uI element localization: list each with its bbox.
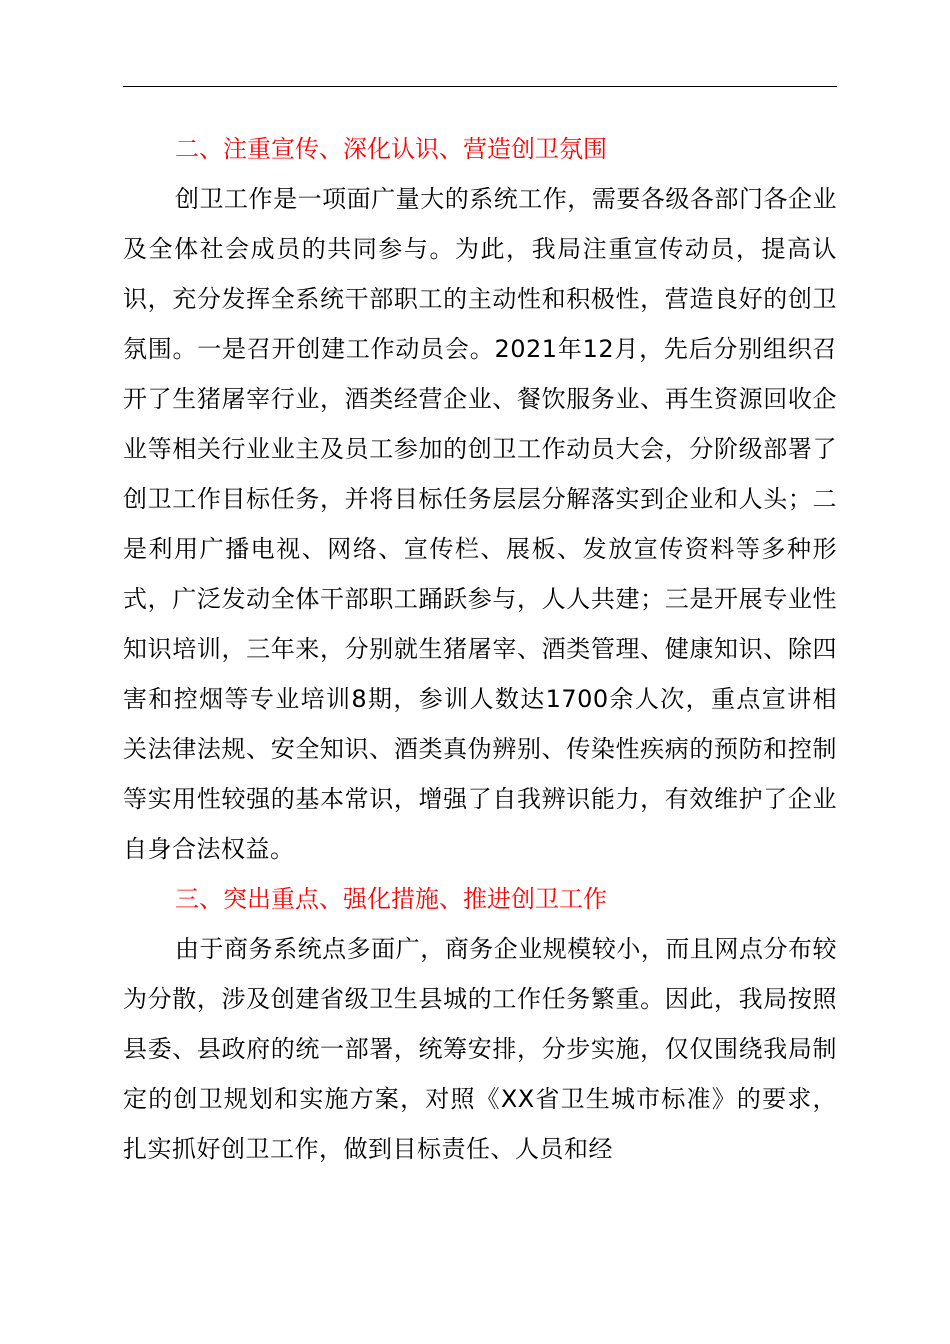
document-body — [123, 124, 837, 1174]
section-heading-2: 二、注重宣传、深化认识、营造创卫氛围 — [175, 135, 607, 163]
section-paragraph-2: 创卫工作是一项面广量大的系统工作，需要各级各部门各企业及全体社会成员的共同参与。为此，我局注重宣传动员，提高认识，充分发挥全系统干部职工的主动性和积极性，营造良好的创卫氛围。一是召开创建工作动员会。2021年12月，先后分别组织召开了生猪屠宰行业，酒类经营企业、餐饮服务业、再生资源回收企业等相关行业业主及员工参加的创卫工作动员大会，分阶级部署了创卫工作目标任务，并将目标任务层层分解落实到企业和人头；二是利用广播电视、网络、宣传栏、展板、发放宣传资料等多种形式，广泛发动全体干部职工踊跃参与，人人共建；三是开展专业性知识培训，三年来，分别就生猪屠宰、酒类管理、健康知识、除四害和控烟等专业培训8期，参训人数达1700余人次，重点宣讲相关法律法规、安全知识、酒类真伪辨别、传染性疾病的预防和控制等实用性较强的基本常识，增强了自我辨识能力，有效维护了企业自身合法权益。 — [123, 185, 837, 863]
section-paragraph-3: 由于商务系统点多面广，商务企业规模较小，而且网点分布较为分散，涉及创建省级卫生县城的工作任务繁重。因此，我局按照县委、县政府的统一部署，统筹安排，分步实施，仅仅围绕我局制定的创卫规划和实施方案，对照《XX省卫生城市标准》的要求，扎实抓好创卫工作，做到目标责任、人员和经 — [123, 935, 837, 1163]
section-heading-3: 三、突出重点、强化措施、推进创卫工作 — [175, 885, 607, 913]
header-rule — [123, 86, 837, 87]
